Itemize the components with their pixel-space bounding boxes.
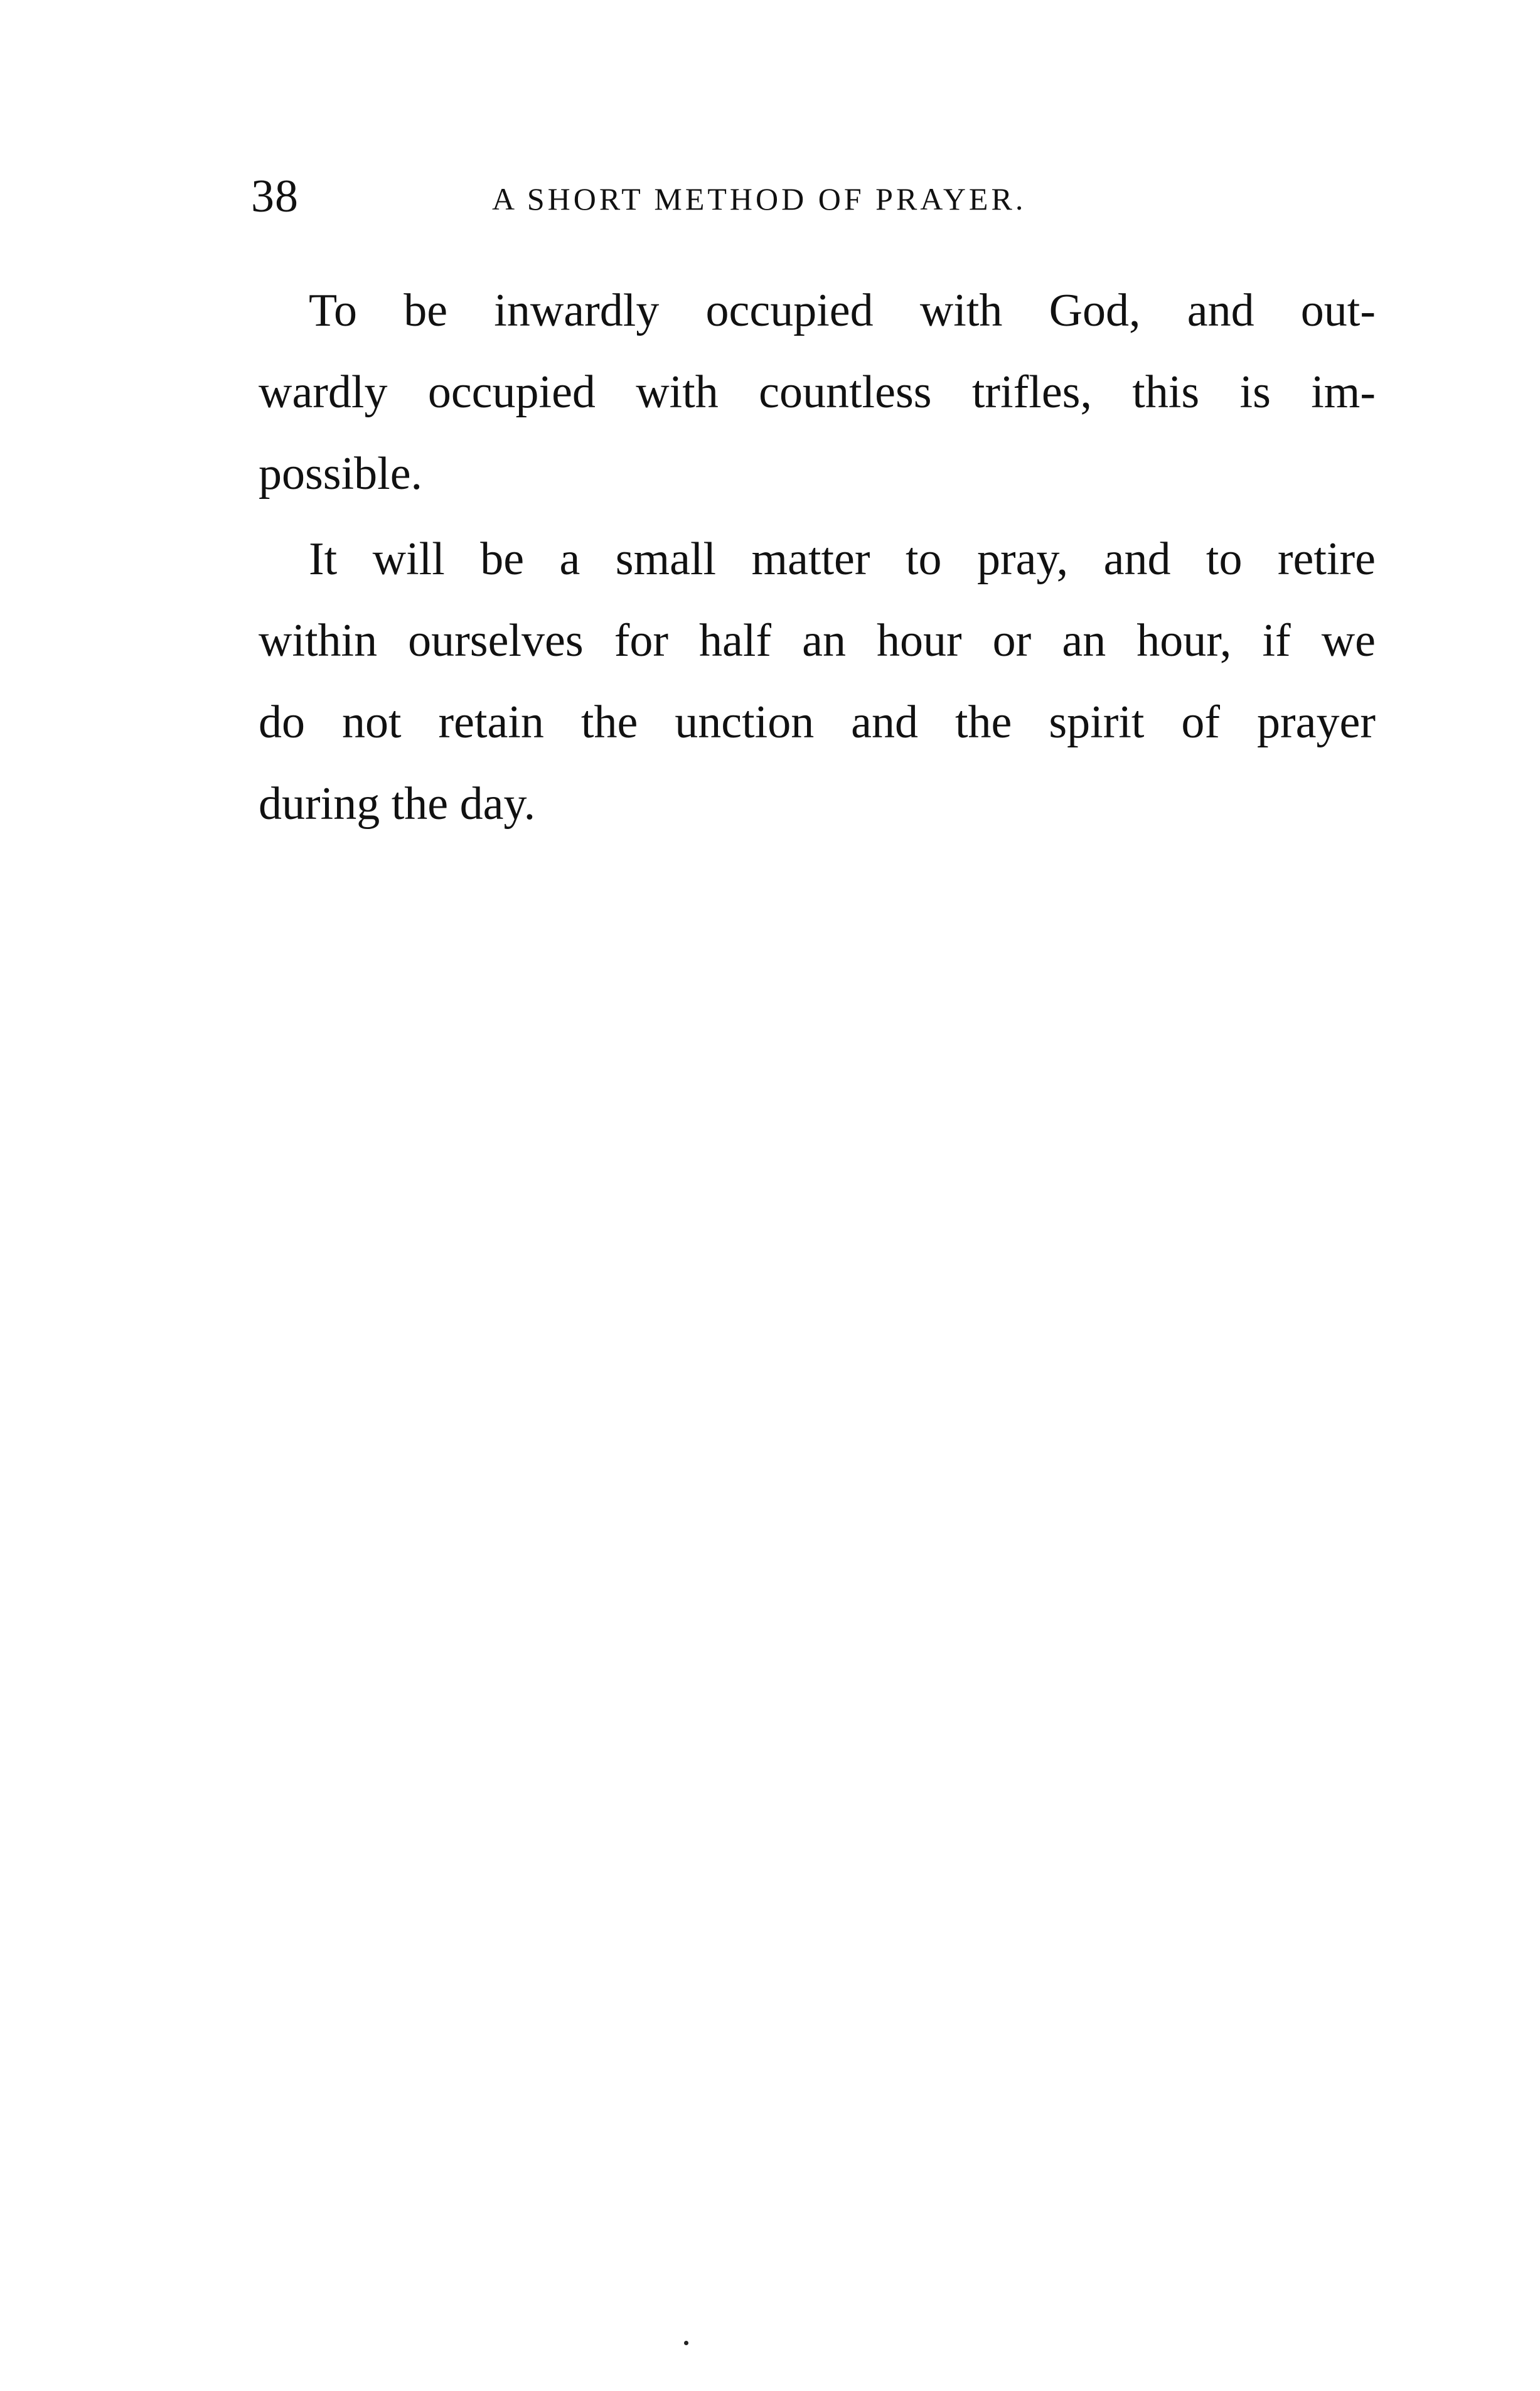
text-line: To be inwardly occupied with God, and out-: [309, 285, 1376, 336]
paragraph: [259, 270, 1376, 515]
page-number: 38: [251, 171, 299, 222]
running-title: A SHORT METHOD OF PRAYER.: [492, 181, 1027, 217]
text-line: within ourselves for half an hour or an hour, if we: [259, 615, 1376, 666]
text-line: during the day.: [259, 778, 536, 830]
text-line: wardly occupied with countless trifles, this is im-: [259, 366, 1376, 418]
text-line: do not retain the unction and the spirit of prayer: [259, 697, 1376, 748]
paragraph: [259, 518, 1376, 845]
ink-speck: [684, 2341, 688, 2345]
body-text: [259, 270, 1376, 845]
text-line: It will be a small matter to pray, and to retire: [309, 533, 1376, 585]
text-line: possible.: [259, 448, 423, 500]
running-head: [251, 168, 1381, 225]
